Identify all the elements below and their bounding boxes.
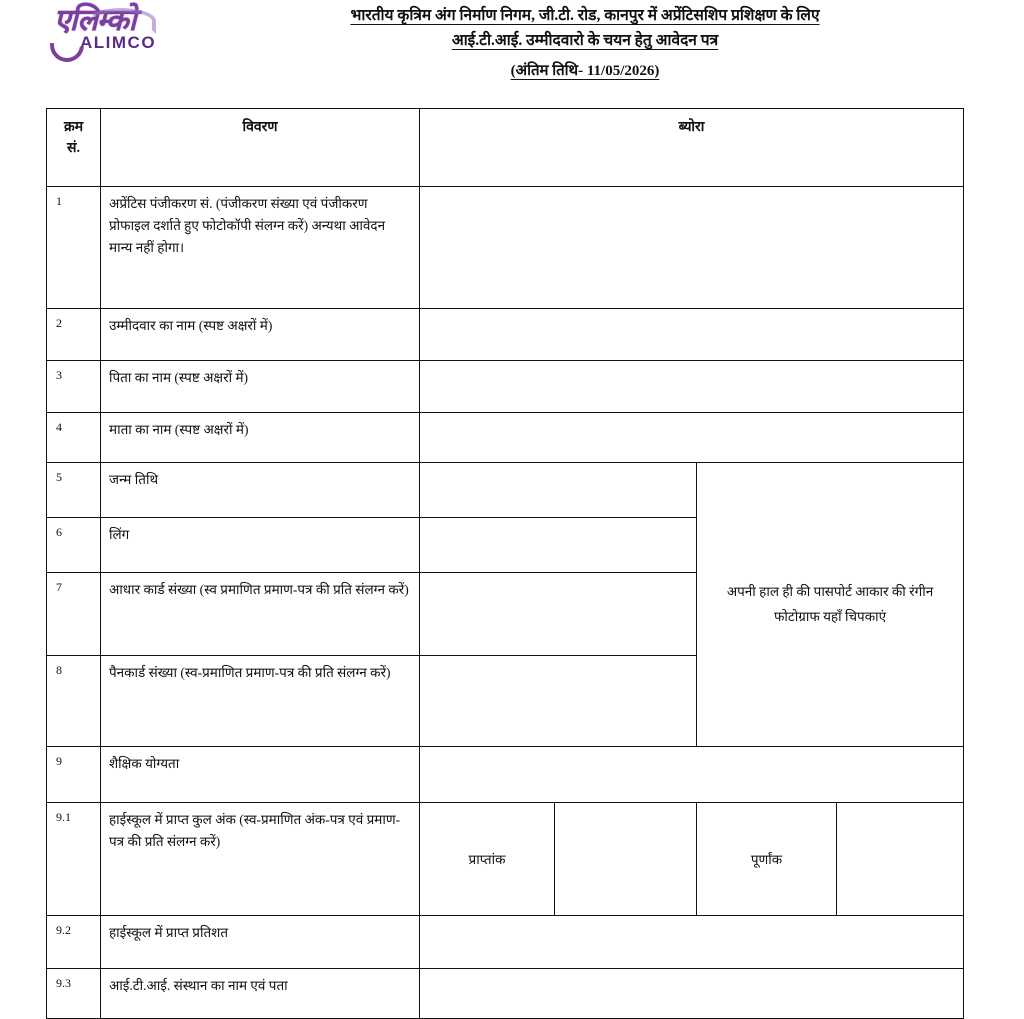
row-value-field[interactable] bbox=[420, 187, 964, 309]
row-serial: 5 bbox=[47, 463, 101, 518]
row-value-field[interactable] bbox=[420, 413, 964, 463]
row-serial: 8 bbox=[47, 656, 101, 747]
row-value-field[interactable] bbox=[420, 916, 964, 969]
table-row bbox=[47, 413, 964, 463]
table-row bbox=[47, 187, 964, 309]
marks-total-field[interactable] bbox=[837, 803, 964, 916]
document-last-date: (अंतिम तिथि- 11/05/2026) bbox=[510, 62, 660, 79]
row-description: अप्रेंटिस पंजीकरण सं. (पंजीकरण संख्या एवं पंजीकरण प्रोफाइल दर्शाते हुए फोटोकॉपी संलग्न करें) अन्यथा आवेदन मान्य नहीं होगा। bbox=[101, 187, 420, 309]
table-row bbox=[47, 463, 964, 518]
marks-obtained-label: प्राप्तांक bbox=[420, 803, 555, 916]
alimco-logo bbox=[46, 6, 176, 66]
row-description: हाईस्कूल में प्राप्त कुल अंक (स्व-प्रमाणित अंक-पत्र एवं प्रमाण-पत्र की प्रति संलग्न करें) bbox=[101, 803, 420, 916]
row-serial: 3 bbox=[47, 361, 101, 413]
row-description: माता का नाम (स्पष्ट अक्षरों में) bbox=[101, 413, 420, 463]
column-header-serial bbox=[47, 109, 101, 187]
application-form-table bbox=[46, 108, 964, 1019]
logo-hindi-text: एलिम्को bbox=[54, 4, 136, 37]
table-row bbox=[47, 361, 964, 413]
row-description: शैक्षिक योग्यता bbox=[101, 747, 420, 803]
row-description: आधार कार्ड संख्या (स्व प्रमाणित प्रमाण-पत्र की प्रति संलग्न करें) bbox=[101, 573, 420, 656]
row-description: जन्म तिथि bbox=[101, 463, 420, 518]
row-value-field[interactable] bbox=[420, 747, 964, 803]
photo-paste-box: अपनी हाल ही की पासपोर्ट आकार की रंगीन फोटोग्राफ यहाँ चिपकाएं bbox=[697, 463, 964, 747]
row-description: आई.टी.आई. संस्थान का नाम एवं पता bbox=[101, 969, 420, 1019]
row-value-field[interactable] bbox=[420, 361, 964, 413]
document-title-line-1: भारतीय कृत्रिम अंग निर्माण निगम, जी.टी. रोड, कानपुर में अप्रेंटिसशिप प्रशिक्षण के लिए bbox=[350, 7, 820, 24]
row-serial: 7 bbox=[47, 573, 101, 656]
row-serial: 4 bbox=[47, 413, 101, 463]
row-serial: 1 bbox=[47, 187, 101, 309]
row-description: पैनकार्ड संख्या (स्व-प्रमाणित प्रमाण-पत्र की प्रति संलग्न करें) bbox=[101, 656, 420, 747]
table-row bbox=[47, 803, 964, 916]
table-row bbox=[47, 747, 964, 803]
row-serial: 6 bbox=[47, 518, 101, 573]
column-header-details: ब्योरा bbox=[420, 109, 964, 187]
column-header-serial-line1: क्रम bbox=[63, 120, 84, 135]
row-description: हाईस्कूल में प्राप्त प्रतिशत bbox=[101, 916, 420, 969]
row-value-field[interactable] bbox=[420, 463, 697, 518]
column-header-description: विवरण bbox=[101, 109, 420, 187]
row-serial: 9.2 bbox=[47, 916, 101, 969]
table-row bbox=[47, 969, 964, 1019]
row-serial: 9 bbox=[47, 747, 101, 803]
table-row bbox=[47, 916, 964, 969]
row-description: लिंग bbox=[101, 518, 420, 573]
row-description: पिता का नाम (स्पष्ट अक्षरों में) bbox=[101, 361, 420, 413]
row-value-field[interactable] bbox=[420, 518, 697, 573]
title-block bbox=[180, 6, 990, 80]
row-value-field[interactable] bbox=[420, 309, 964, 361]
row-serial: 2 bbox=[47, 309, 101, 361]
marks-obtained-field[interactable] bbox=[555, 803, 697, 916]
marks-total-label: पूर्णांक bbox=[697, 803, 837, 916]
document-header bbox=[0, 0, 1024, 100]
column-header-serial-line2: सं. bbox=[67, 141, 80, 156]
row-value-field[interactable] bbox=[420, 573, 697, 656]
row-value-field[interactable] bbox=[420, 656, 697, 747]
table-row bbox=[47, 309, 964, 361]
logo-arc-decoration bbox=[86, 8, 156, 34]
row-description: उम्मीदवार का नाम (स्पष्ट अक्षरों में) bbox=[101, 309, 420, 361]
document-title-line-2: आई.टी.आई. उम्मीदवारो के चयन हेतु आवेदन पत्र bbox=[451, 32, 719, 50]
row-value-field[interactable] bbox=[420, 969, 964, 1019]
logo-english-text: ALIMCO bbox=[80, 33, 157, 52]
row-serial: 9.1 bbox=[47, 803, 101, 916]
table-header-row bbox=[47, 109, 964, 187]
row-serial: 9.3 bbox=[47, 969, 101, 1019]
